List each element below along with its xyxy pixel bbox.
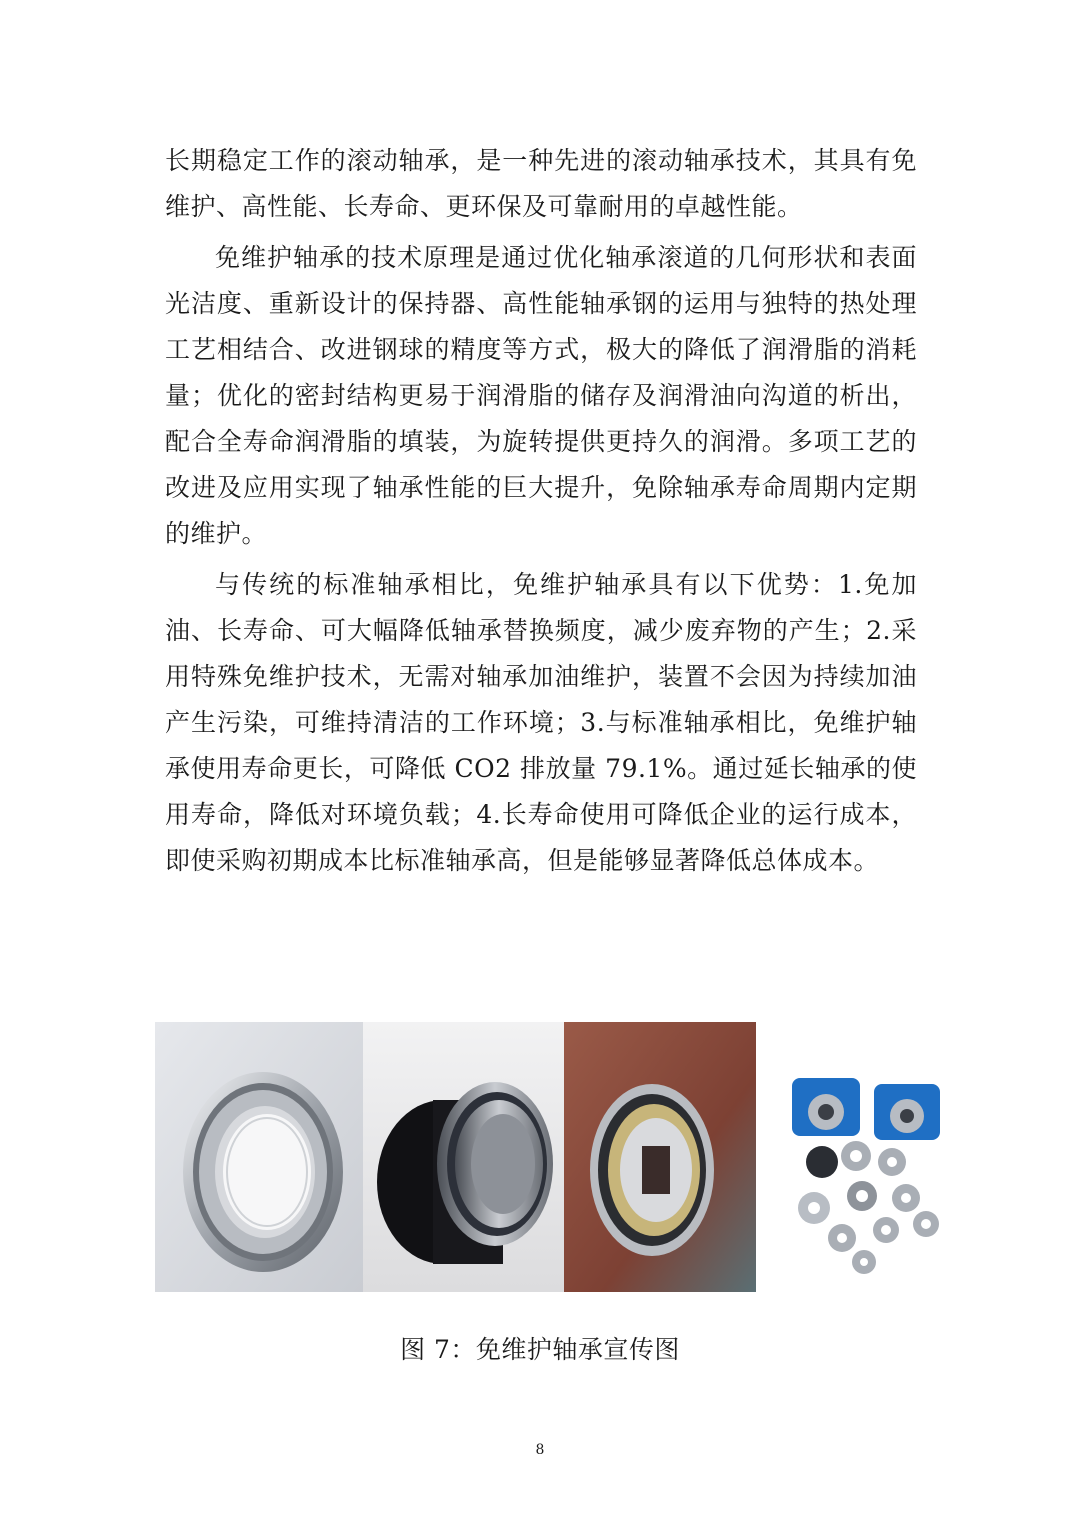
figure-caption: 图 7：免维护轴承宣传图 (400, 1335, 680, 1364)
pillow-block-bearings-photo (756, 1022, 955, 1292)
paragraph-3: 与传统的标准轴承相比，免维护轴承具有以下优势：1.免加油、长寿命、可大幅降低轴承替换频度，减少废弃物的产生；2.采用特殊免维护技术，无需对轴承加油维护，装置不会因为持续加油产生污染，可维持清洁的工作环境；3.与标准轴承相比，免维护轴承使用寿命更长，可降低 CO2 排放量 79.1%。通过延长轴承的使用寿命，降低对环境负载；4.长寿命使用可降低企业的运行成本，即使采购初期成本比标准轴承高，但是能够显著降低总体成本。 (165, 570, 917, 875)
figure-7 (155, 1022, 955, 1292)
bearing-on-leather-photo (564, 1022, 756, 1292)
paragraph-1: 长期稳定工作的滚动轴承，是一种先进的滚动轴承技术，其具有免维护、高性能、长寿命、更环保及可靠耐用的卓越性能。 (165, 146, 917, 221)
bearing-photo (155, 1022, 363, 1292)
insert-bearing-photo (363, 1022, 564, 1292)
page-body (165, 138, 917, 884)
page-number: 8 (535, 1442, 545, 1458)
paragraph-2: 免维护轴承的技术原理是通过优化轴承滚道的几何形状和表面光洁度、重新设计的保持器、高性能轴承钢的运用与独特的热处理工艺相结合、改进钢球的精度等方式，极大的降低了润滑脂的消耗量；优化的密封结构更易于润滑脂的储存及润滑油向沟道的析出，配合全寿命润滑脂的填装，为旋转提供更持久的润滑。多项工艺的改进及应用实现了轴承性能的巨大提升，免除轴承寿命周期内定期的维护。 (165, 243, 917, 548)
